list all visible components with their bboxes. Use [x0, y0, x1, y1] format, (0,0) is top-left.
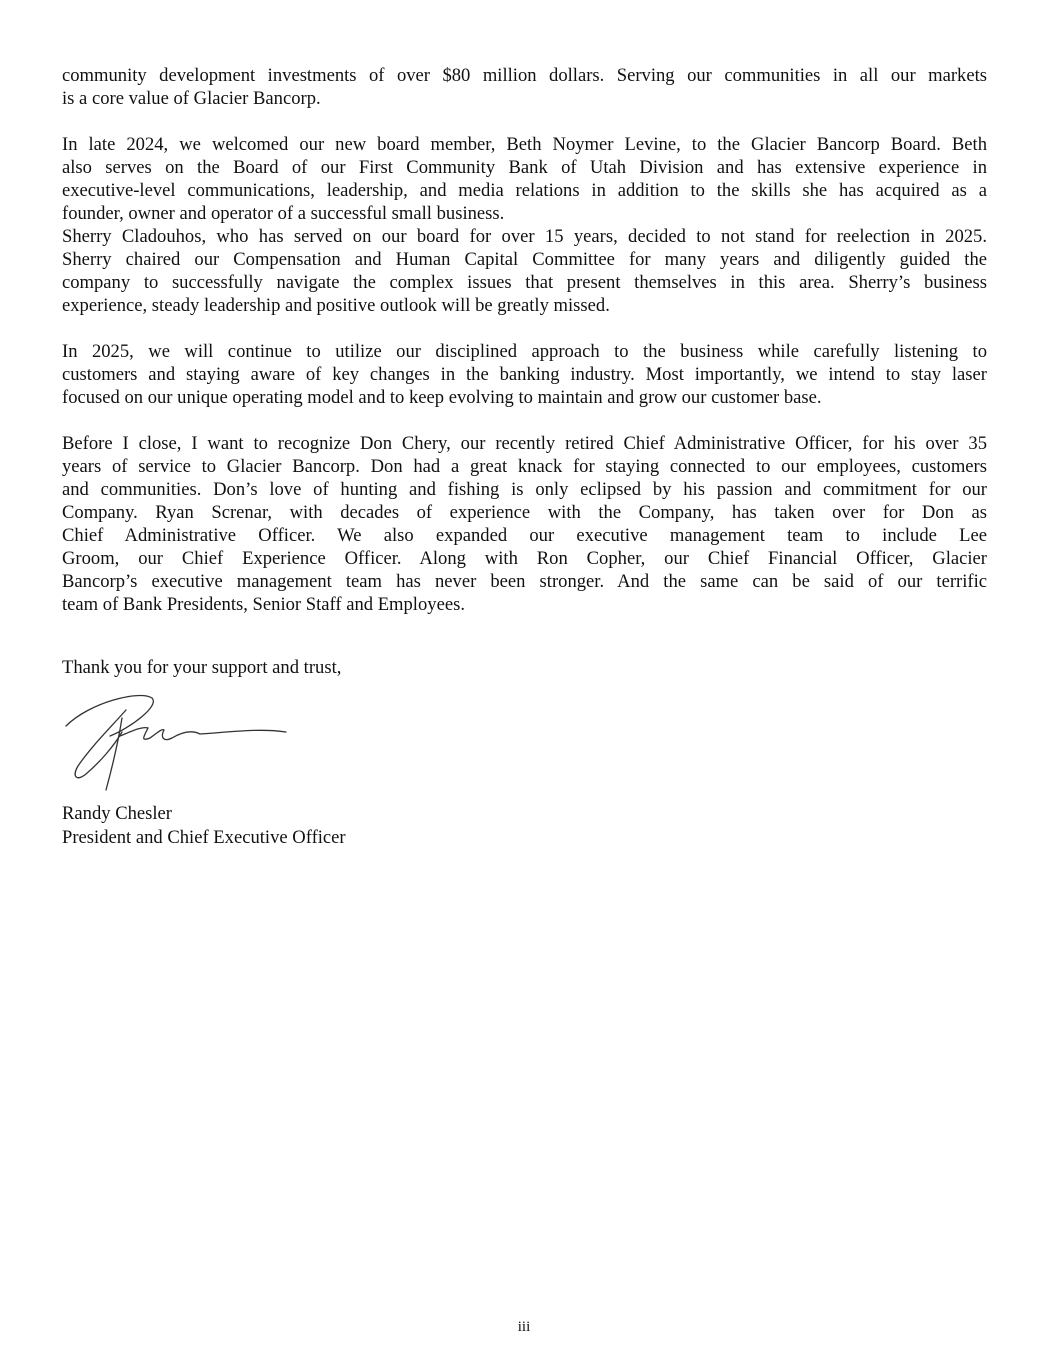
- text-line: also serves on the Board of our First Community Bank of Utah Division and has extensive experience in: [62, 157, 987, 178]
- text-line: is a core value of Glacier Bancorp.: [62, 88, 321, 109]
- text-line: Before I close, I want to recognize Don Chery, our recently retired Chief Administrative Officer, for his over 35: [62, 433, 987, 454]
- text-line: executive-level communications, leadership, and media relations in addition to the skills she has acquired as a: [62, 180, 987, 201]
- signature-image: [60, 688, 290, 793]
- signer-block: [62, 802, 346, 849]
- text-line: Sherry Cladouhos, who has served on our board for over 15 years, decided to not stand for reelection in 2025.: [62, 226, 987, 247]
- page-number: iii: [517, 1319, 531, 1335]
- signer-title: President and Chief Executive Officer: [62, 826, 346, 848]
- text-line: company to successfully navigate the complex issues that present themselves in this area. Sherry’s business: [62, 272, 987, 293]
- signer-name: Randy Chesler: [62, 803, 172, 824]
- text-line: Bancorp’s executive management team has never been stronger. And the same can be said of our terrific: [62, 571, 987, 592]
- paragraph: [62, 64, 987, 110]
- paragraph: [62, 133, 987, 225]
- paragraph: [62, 432, 987, 616]
- closing-line: Thank you for your support and trust,: [62, 657, 342, 678]
- text-line: customers and staying aware of key changes in the banking industry. Most importantly, we intend to stay laser: [62, 364, 987, 385]
- text-line: Company. Ryan Screnar, with decades of experience with the Company, has taken over for Don as: [62, 502, 987, 523]
- text-line: and communities. Don’s love of hunting and fishing is only eclipsed by his passion and commitment for our: [62, 479, 987, 500]
- text-line: team of Bank Presidents, Senior Staff and Employees.: [62, 594, 465, 615]
- text-line: community development investments of over $80 million dollars. Serving our communities in all our markets: [62, 65, 987, 86]
- letter-body: [62, 64, 987, 639]
- paragraph: [62, 225, 987, 317]
- text-line: founder, owner and operator of a successful small business.: [62, 203, 505, 224]
- text-line: Groom, our Chief Experience Officer. Along with Ron Copher, our Chief Financial Officer, Glacier: [62, 548, 987, 569]
- text-line: Chief Administrative Officer. We also expanded our executive management team to include Lee: [62, 525, 987, 546]
- paragraph: [62, 340, 987, 409]
- text-line: focused on our unique operating model and to keep evolving to maintain and grow our customer base.: [62, 387, 822, 408]
- text-line: In late 2024, we welcomed our new board member, Beth Noymer Levine, to the Glacier Bancorp Board. Beth: [62, 134, 987, 155]
- text-line: years of service to Glacier Bancorp. Don had a great knack for staying connected to our employees, customers: [62, 456, 987, 477]
- text-line: In 2025, we will continue to utilize our disciplined approach to the business while carefully listening to: [62, 341, 987, 362]
- text-line: Sherry chaired our Compensation and Human Capital Committee for many years and diligently guided the: [62, 249, 987, 270]
- text-line: experience, steady leadership and positive outlook will be greatly missed.: [62, 295, 610, 316]
